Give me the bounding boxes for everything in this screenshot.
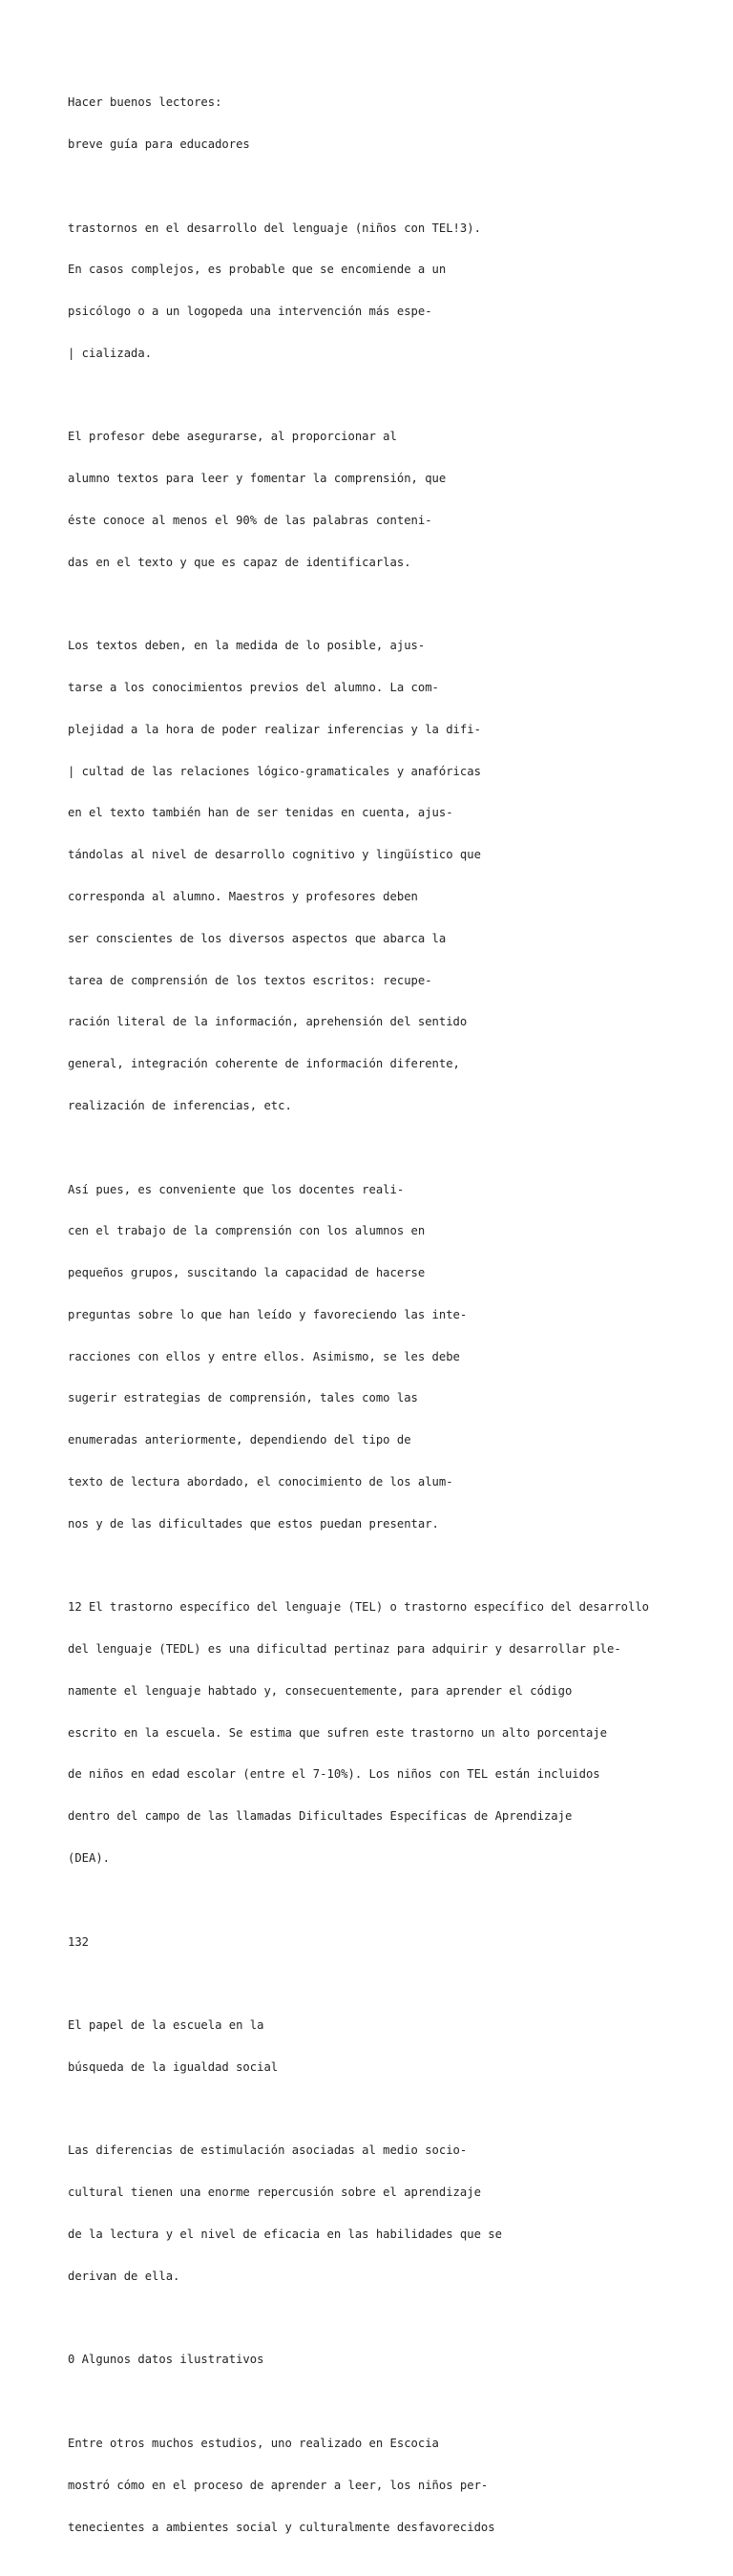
text-line: cultural tienen una enorme repercusión sobre el aprendizaje xyxy=(68,2185,481,2200)
text-line: En casos complejos, es probable que se encomiende a un xyxy=(68,263,447,277)
text-line: Entre otros muchos estudios, uno realizado en Escocia xyxy=(68,2436,439,2450)
text-line: (DEA). xyxy=(68,1851,111,1865)
text-line: racciones con ellos y entre ellos. Asimismo, se les debe xyxy=(68,1349,460,1363)
text-line: enumeradas anteriormente, dependiendo del tipo de xyxy=(68,1433,411,1447)
text-line: alumno textos para leer y fomentar la comprensión, que xyxy=(68,472,447,486)
text-line: nos y de las dificultades que estos puedan presentar. xyxy=(68,1516,439,1531)
text-line: trastornos en el desarrollo del lenguaje (niños con TEL!3). xyxy=(68,221,481,235)
text-line: corresponda al alumno. Maestros y profesores deben xyxy=(68,890,418,904)
text-line: El profesor debe asegurarse, al proporcionar al xyxy=(68,430,397,444)
text-line: derivan de ella. xyxy=(68,2269,180,2283)
text-line: escrito en la escuela. Se estima que sufren este trastorno un alto porcentaje xyxy=(68,1725,607,1740)
text-line: dentro del campo de las llamadas Dificultades Específicas de Aprendizaje xyxy=(68,1809,573,1824)
text-line: El papel de la escuela en la xyxy=(68,2018,264,2033)
text-line: búsqueda de la igualdad social xyxy=(68,2059,279,2074)
text-line: Así pues, es conveniente que los docentes reali- xyxy=(68,1182,405,1196)
text-line: éste conoce al menos el 90% de las palabras conteni- xyxy=(68,514,432,527)
text-line: | cializada. xyxy=(68,346,153,360)
paragraph-1 xyxy=(68,193,717,388)
text-line: tándolas al nivel de desarrollo cognitivo y lingüístico que xyxy=(68,848,481,862)
text-line: | cultad de las relaciones lógico-gramaticales y anafóricas xyxy=(68,764,481,778)
paragraph-3 xyxy=(68,611,717,1141)
text-line: tarea de comprensión de los textos escritos: recupe- xyxy=(68,973,432,987)
section-title xyxy=(68,1991,717,2102)
paragraph-6 xyxy=(68,2409,717,2563)
page-number xyxy=(68,1907,717,1976)
text-line: 0 Algunos datos ilustrativos xyxy=(68,2353,264,2367)
text-line: en el texto también han de ser tenidas en cuenta, ajus- xyxy=(68,806,453,820)
text-line: namente el lenguaje habtado y, consecuentemente, para aprender el código xyxy=(68,1683,573,1698)
text-line: de niños en edad escolar (entre el 7-10%). Los niños con TEL están incluidos xyxy=(68,1767,600,1782)
subheading xyxy=(68,2325,717,2395)
text-line: 132 xyxy=(68,1934,90,1949)
paragraph-4 xyxy=(68,1154,717,1558)
text-line: mostró cómo en el proceso de aprender a leer, los niños per- xyxy=(68,2478,489,2492)
text-line: de la lectura y el nivel de eficacia en las habilidades que se xyxy=(68,2228,502,2242)
document-title xyxy=(68,68,717,179)
text-line: preguntas sobre lo que han leído y favoreciendo las inte- xyxy=(68,1307,468,1321)
text-line: Las diferencias de estimulación asociadas al medio socio- xyxy=(68,2143,468,2158)
text-line: del lenguaje (TEDL) es una dificultad pertinaz para adquirir y desarrollar ple- xyxy=(68,1642,621,1657)
text-line: Hacer buenos lectores: xyxy=(68,95,222,110)
document-page xyxy=(68,68,717,2576)
text-line: texto de lectura abordado, el conocimiento de los alum- xyxy=(68,1474,453,1489)
paragraph-2 xyxy=(68,402,717,597)
text-line: realización de inferencias, etc. xyxy=(68,1098,292,1112)
text-line: plejidad a la hora de poder realizar inferencias y la difi- xyxy=(68,722,481,736)
footnote xyxy=(68,1573,717,1893)
text-line: pequeños grupos, suscitando la capacidad de hacerse xyxy=(68,1266,426,1280)
text-line: Los textos deben, en la medida de lo posible, ajus- xyxy=(68,639,426,653)
text-line: cen el trabajo de la comprensión con los alumnos en xyxy=(68,1224,426,1238)
text-line: 12 El trastorno específico del lenguaje (TEL) o trastorno específico del desarrollo xyxy=(68,1600,650,1615)
text-line: ración literal de la información, aprehensión del sentido xyxy=(68,1015,468,1029)
text-line: tarse a los conocimientos previos del alumno. La com- xyxy=(68,681,439,695)
text-line: breve guía para educadores xyxy=(68,137,250,151)
paragraph-5 xyxy=(68,2116,717,2311)
text-line: sugerir estrategias de comprensión, tales como las xyxy=(68,1391,418,1405)
text-line: psicólogo o a un logopeda una intervención más espe- xyxy=(68,305,432,319)
text-line: das en el texto y que es capaz de identificarlas. xyxy=(68,555,411,569)
text-line: ser conscientes de los diversos aspectos que abarca la xyxy=(68,931,447,945)
text-line: general, integración coherente de información diferente, xyxy=(68,1057,460,1071)
text-line: tenecientes a ambientes social y culturalmente desfavorecidos xyxy=(68,2520,495,2534)
